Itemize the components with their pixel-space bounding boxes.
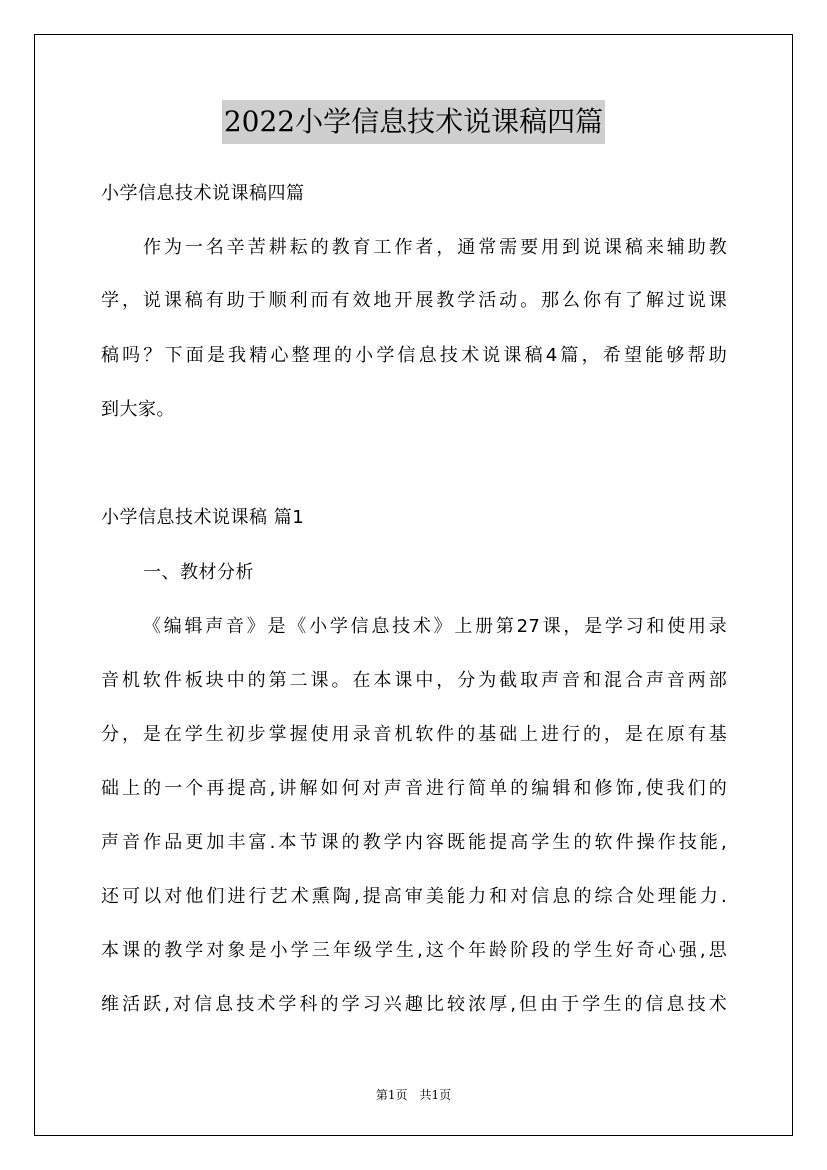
intro-line-3: 稿吗？下面是我精心整理的小学信息技术说课稿4篇，希望能够帮助 — [101, 345, 727, 366]
body-line-5: 声音作品更加丰富.本节课的教学内容既能提高学生的软件操作技能, — [101, 832, 727, 853]
intro-line-2: 学，说课稿有助于顺利而有效地开展教学活动。那么你有了解过说课 — [101, 290, 727, 311]
intro-line-4: 到大家。 — [101, 399, 175, 420]
section-heading: 小学信息技术说课稿 篇1 — [101, 507, 305, 528]
body-line-4: 础上的一个再提高,讲解如何对声音进行简单的编辑和修饰,使我们的 — [101, 778, 727, 799]
body-line-6: 还可以对他们进行艺术熏陶,提高审美能力和对信息的综合处理能力. — [101, 886, 727, 907]
body-line-1: 《编辑声音》是《小学信息技术》上册第27课，是学习和使用录 — [143, 616, 727, 637]
document-title: 2022小学信息技术说课稿四篇 — [222, 100, 605, 144]
document-subtitle: 小学信息技术说课稿四篇 — [101, 183, 305, 204]
title-container — [0, 100, 827, 144]
page-footer: 第1页 共1页 — [375, 1088, 452, 1102]
body-line-2: 音机软件板块中的第二课。在本课中，分为截取声音和混合声音两部 — [101, 670, 727, 691]
body-line-7: 本课的教学对象是小学三年级学生,这个年龄阶段的学生好奇心强,思 — [101, 940, 727, 961]
body-line-8: 维活跃,对信息技术学科的学习兴趣比较浓厚,但由于学生的信息技术 — [101, 994, 727, 1015]
subsection-heading: 一、教材分析 — [143, 562, 254, 583]
body-line-3: 分，是在学生初步掌握使用录音机软件的基础上进行的，是在原有基 — [101, 724, 727, 745]
intro-line-1: 作为一名辛苦耕耘的教育工作者，通常需要用到说课稿来辅助教 — [143, 237, 727, 258]
